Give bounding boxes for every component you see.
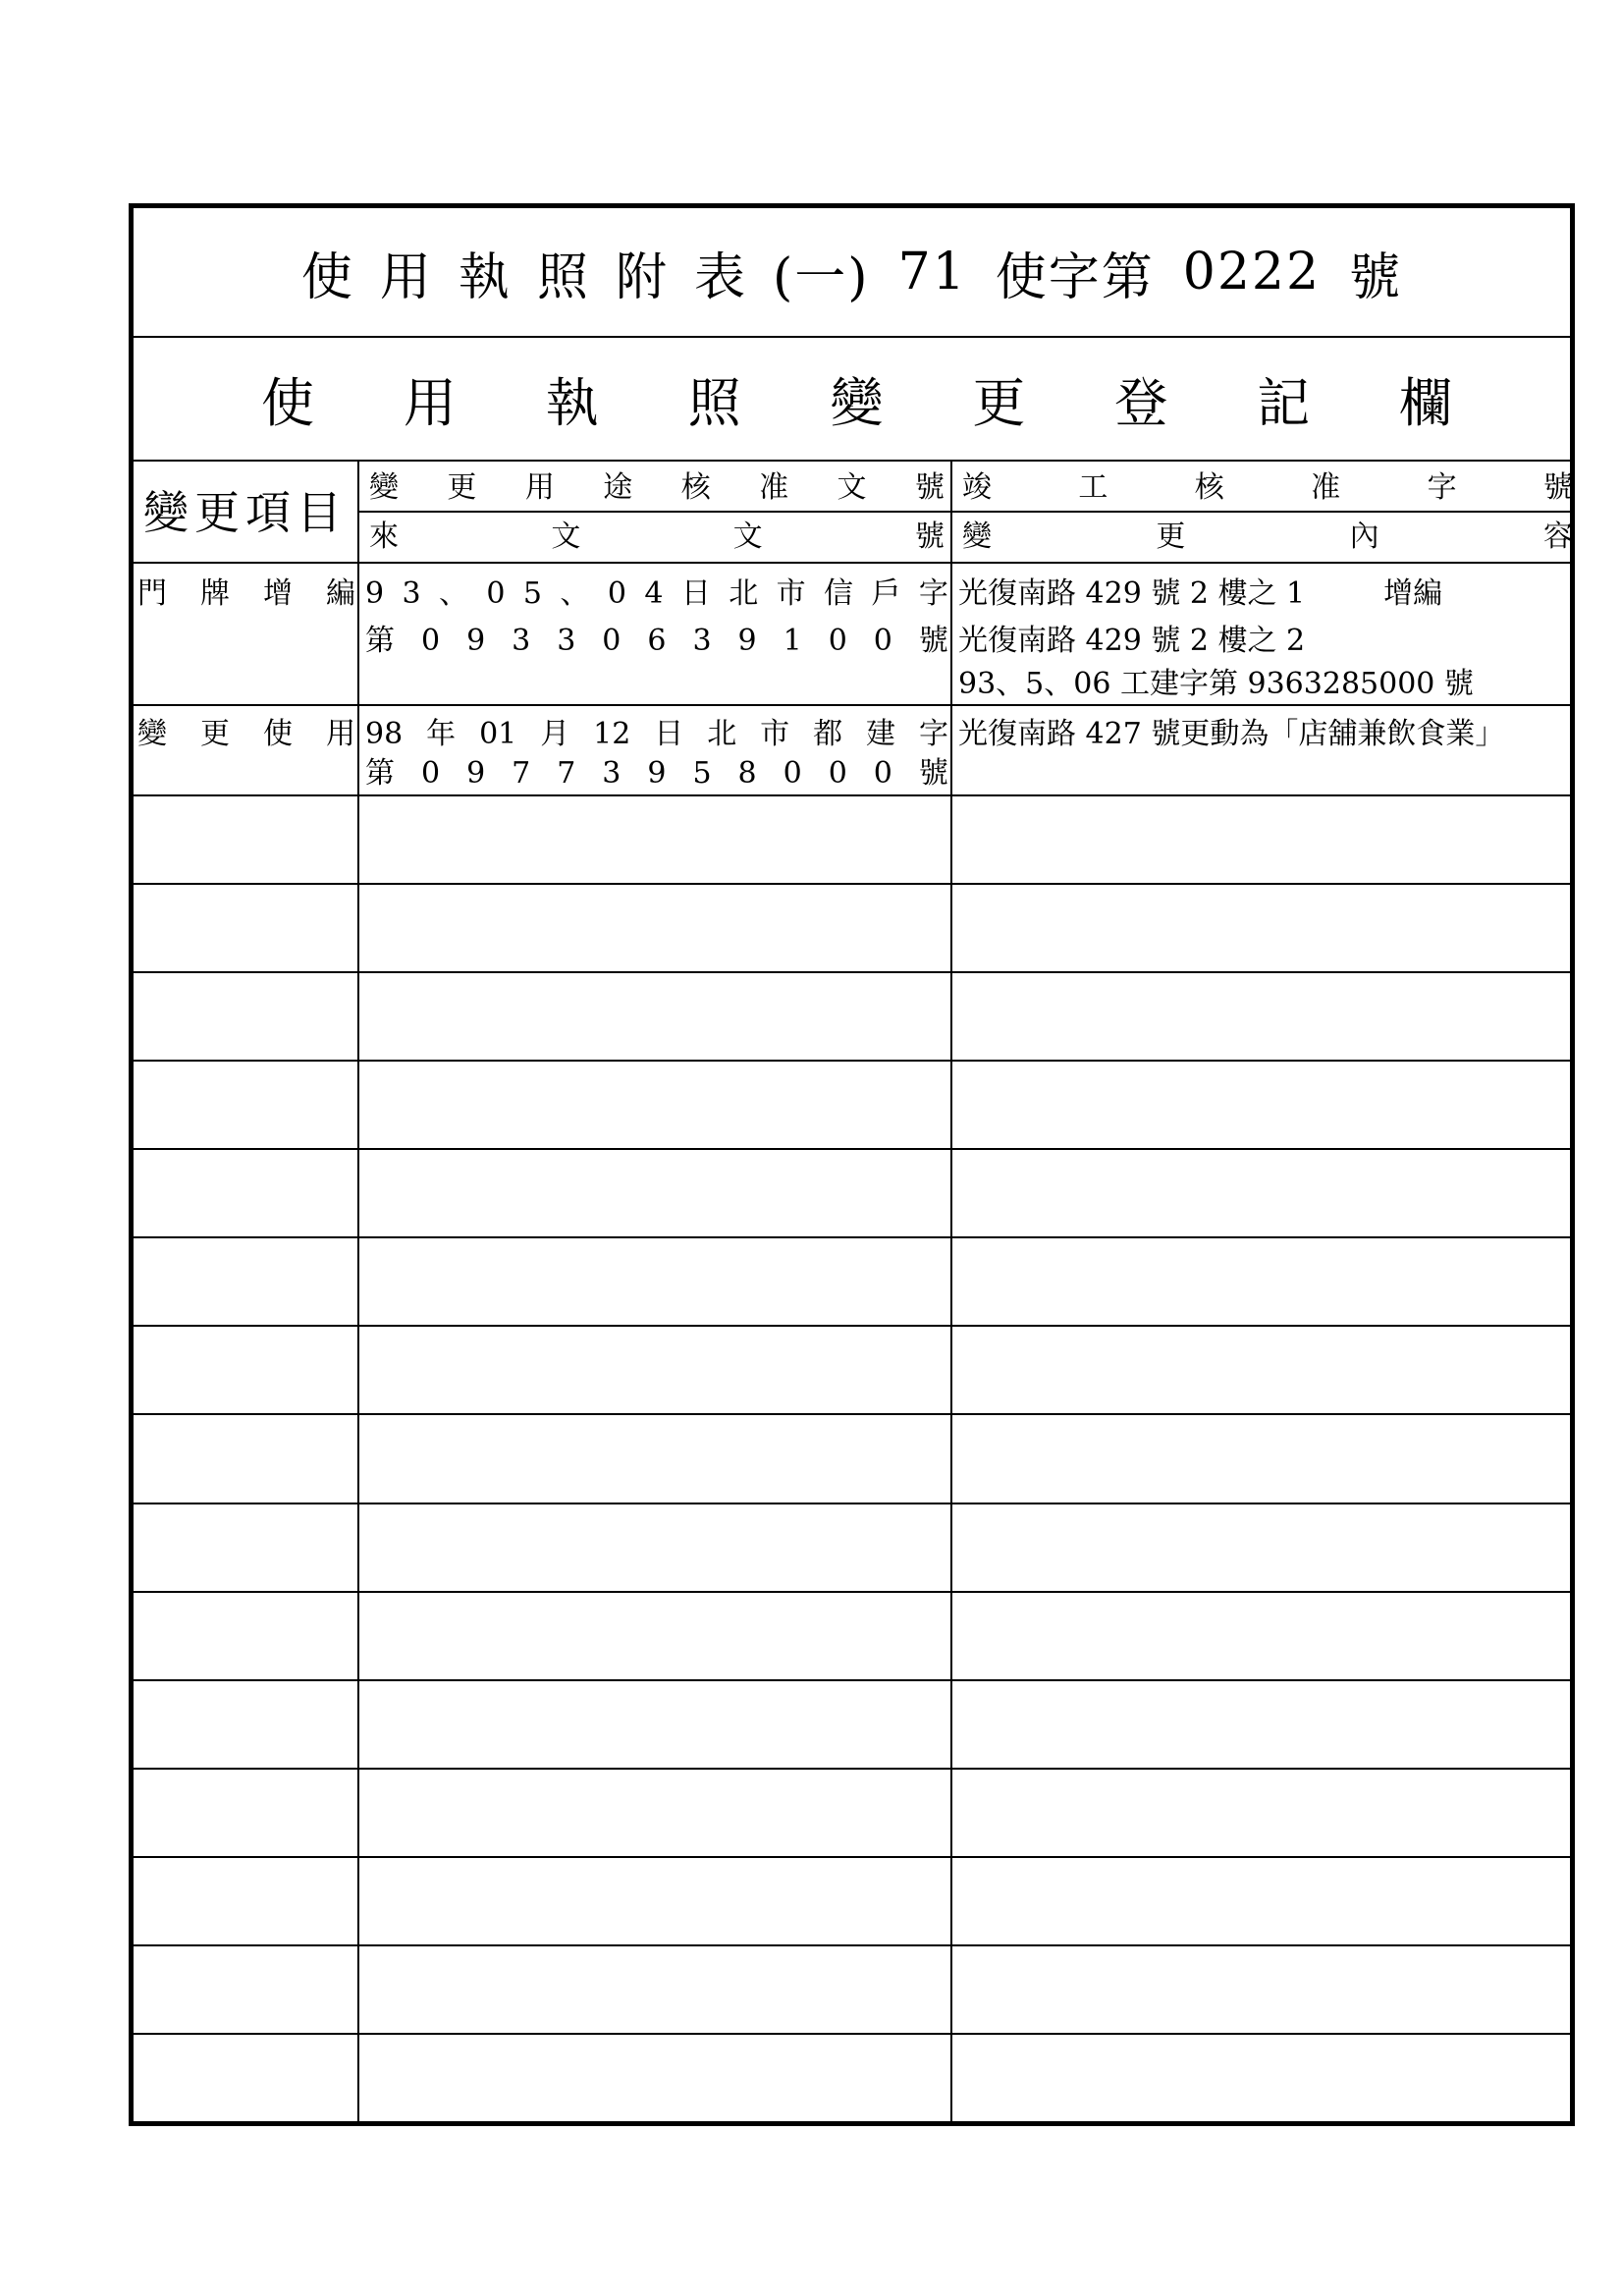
- approval-doc-char-2: 用: [524, 470, 555, 505]
- r2-doc2-char-12: 號: [918, 756, 948, 791]
- r2-doc2-char-9: 0: [783, 756, 802, 791]
- subtitle-char-2: 執: [545, 371, 599, 434]
- r2-item-char-0: 變: [137, 717, 167, 751]
- completion-char-2: 核: [1194, 470, 1224, 505]
- subtitle-char-3: 照: [687, 371, 741, 434]
- r2-doc1-char-5: 日: [654, 717, 684, 751]
- content-line-suffix: 增編: [1383, 576, 1443, 611]
- r1-item-char-2: 增: [263, 576, 293, 611]
- completion-char-0: 竣: [962, 470, 992, 505]
- subtitle-char-5: 更: [972, 371, 1026, 434]
- empty-row-divider: [134, 971, 1570, 973]
- r1-doc1-char-8: 日: [680, 576, 711, 611]
- r2-doc2-char-8: 8: [737, 756, 757, 791]
- r2-doc1-char-1: 年: [426, 717, 457, 751]
- completion-char-5: 號: [1542, 470, 1573, 505]
- r2-item-char-3: 用: [326, 717, 355, 751]
- r1-doc2-char-11: 0: [873, 624, 892, 658]
- subtitle-char-4: 變: [830, 371, 884, 434]
- header-approval-doc-no: [363, 465, 948, 511]
- row2-item: [137, 717, 355, 751]
- completion-char-1: 工: [1078, 470, 1108, 505]
- r1-doc1-char-10: 市: [776, 576, 806, 611]
- approval-doc-char-0: 變: [369, 470, 399, 505]
- r1-doc1-char-11: 信: [824, 576, 854, 611]
- approval-doc-char-1: 更: [447, 470, 477, 505]
- content-line-text: 光復南路 429 號 2 樓之 1: [958, 576, 1306, 611]
- row2-bottom: [134, 794, 1570, 796]
- content-line-text: 光復南路 429 號 2 樓之 2: [958, 624, 1306, 658]
- r1-doc2-char-5: 0: [602, 624, 621, 658]
- column-divider-content: [950, 460, 952, 2121]
- subtitle-char-8: 欄: [1399, 371, 1452, 434]
- r1-doc1-char-0: 9: [365, 576, 385, 611]
- approval-doc-char-5: 准: [759, 470, 789, 505]
- r2-doc2-char-6: 9: [647, 756, 667, 791]
- empty-row-divider: [134, 1679, 1570, 1681]
- r1-doc1-char-1: 3: [402, 576, 421, 611]
- header-change-item: 變更項目: [143, 486, 348, 539]
- empty-row-divider: [134, 883, 1570, 885]
- r1-doc1-char-7: 4: [644, 576, 664, 611]
- r1-item-char-1: 牌: [200, 576, 230, 611]
- approval-doc-char-7: 號: [914, 470, 945, 505]
- empty-row-divider: [134, 1768, 1570, 1770]
- header-change-content: [956, 515, 1575, 560]
- approval-doc-char-6: 文: [837, 470, 867, 505]
- content-char-0: 變: [962, 519, 992, 554]
- title-part-0: 使: [300, 247, 354, 307]
- row1-doc-line2: [365, 624, 948, 658]
- header-inner-divider: [359, 511, 1570, 513]
- empty-row-divider: [134, 1944, 1570, 1946]
- empty-row-divider: [134, 1503, 1570, 1504]
- r1-doc2-char-1: 0: [420, 624, 441, 658]
- r2-doc1-char-3: 月: [540, 717, 570, 751]
- r2-doc1-char-6: 北: [707, 717, 737, 751]
- r1-doc1-char-3: 0: [486, 576, 506, 611]
- completion-char-4: 字: [1427, 470, 1457, 505]
- r1-doc2-char-12: 號: [918, 624, 948, 658]
- incoming-doc-char-0: 來: [369, 519, 399, 554]
- row1-doc-line1: [365, 576, 948, 611]
- r2-doc1-char-9: 建: [866, 717, 895, 751]
- form-title: [134, 208, 1570, 336]
- subtitle-char-1: 用: [403, 371, 457, 434]
- r1-doc1-char-2: 、: [439, 576, 468, 611]
- title-part-6: (一): [772, 247, 870, 307]
- r1-doc2-char-4: 3: [557, 624, 576, 658]
- content-char-2: 內: [1349, 519, 1379, 554]
- content-char-1: 更: [1156, 519, 1186, 554]
- approval-doc-char-3: 途: [603, 470, 633, 505]
- r1-item-char-0: 門: [137, 576, 167, 611]
- row1-content-line-2: [958, 667, 1575, 701]
- row1-content-line-1: [958, 624, 1575, 658]
- title-part-10: 號: [1349, 247, 1403, 307]
- title-part-2: 執: [458, 247, 512, 307]
- content-char-3: 容: [1542, 519, 1573, 554]
- subtitle-char-7: 記: [1257, 371, 1311, 434]
- column-divider-item: [357, 460, 359, 2121]
- r1-doc2-char-3: 3: [512, 624, 531, 658]
- completion-char-3: 准: [1311, 470, 1341, 505]
- empty-row-divider: [134, 2033, 1570, 2035]
- usage-permit-change-form: [129, 203, 1575, 2126]
- title-part-4: 附: [615, 247, 669, 307]
- content-line-text: 光復南路 427 號更動為「店舖兼飲食業」: [958, 717, 1505, 751]
- header-incoming-doc-no: [363, 515, 948, 560]
- r1-doc1-char-12: 戶: [871, 576, 901, 611]
- incoming-doc-char-3: 號: [914, 519, 945, 554]
- row1-bottom: [134, 704, 1570, 706]
- row2-doc-line2: [365, 756, 948, 791]
- r2-doc2-char-10: 0: [828, 756, 847, 791]
- r2-doc1-char-2: 01: [479, 717, 517, 751]
- approval-doc-char-4: 核: [680, 470, 711, 505]
- r2-doc2-char-3: 7: [512, 756, 531, 791]
- r2-item-char-1: 更: [200, 717, 230, 751]
- r1-doc2-char-8: 9: [737, 624, 757, 658]
- r2-item-char-2: 使: [263, 717, 293, 751]
- content-line-text: 93、5、06 工建字第 9363285000 號: [958, 667, 1474, 701]
- title-part-3: 照: [536, 247, 590, 307]
- r1-item-char-3: 編: [326, 576, 355, 611]
- r1-doc2-char-7: 3: [692, 624, 712, 658]
- subtitle-char-6: 登: [1114, 371, 1168, 434]
- r2-doc1-char-10: 字: [918, 717, 948, 751]
- empty-row-divider: [134, 1148, 1570, 1150]
- r1-doc1-char-6: 0: [607, 576, 626, 611]
- empty-row-divider: [134, 1856, 1570, 1858]
- row1-content-line-0: [958, 576, 1575, 611]
- r1-doc2-char-2: 9: [466, 624, 486, 658]
- r2-doc1-char-7: 市: [760, 717, 790, 751]
- r2-doc2-char-0: 第: [365, 756, 395, 791]
- r1-doc2-char-0: 第: [365, 624, 395, 658]
- r1-doc1-char-13: 字: [918, 576, 948, 611]
- header-bottom-divider: [134, 562, 1570, 564]
- r2-doc2-char-11: 0: [873, 756, 892, 791]
- r2-doc2-char-5: 3: [602, 756, 621, 791]
- empty-row-divider: [134, 1591, 1570, 1593]
- title-part-7: 71: [897, 243, 967, 301]
- row2-content-line-0: [958, 717, 1575, 751]
- r2-doc1-char-4: 12: [593, 717, 631, 751]
- r1-doc2-char-9: 1: [783, 624, 802, 658]
- r1-doc1-char-9: 北: [729, 576, 759, 611]
- title-part-9: 0222: [1182, 243, 1322, 301]
- empty-row-divider: [134, 1325, 1570, 1327]
- r2-doc2-char-7: 5: [692, 756, 712, 791]
- empty-row-divider: [134, 1060, 1570, 1062]
- empty-row-divider: [134, 1413, 1570, 1415]
- title-part-8: 使字第: [995, 247, 1155, 307]
- empty-row-divider: [134, 1236, 1570, 1238]
- r1-doc2-char-10: 0: [828, 624, 847, 658]
- header-completion-approval-no: [956, 465, 1575, 511]
- r2-doc2-char-4: 7: [557, 756, 576, 791]
- row1-item: [137, 576, 355, 611]
- r2-doc2-char-1: 0: [420, 756, 441, 791]
- r2-doc1-char-8: 都: [813, 717, 843, 751]
- r1-doc2-char-6: 6: [647, 624, 667, 658]
- r2-doc1-char-0: 98: [365, 717, 404, 751]
- row2-doc-line1: [365, 717, 948, 751]
- title-part-5: 表: [693, 247, 747, 307]
- r2-doc2-char-2: 9: [466, 756, 486, 791]
- subtitle-char-0: 使: [261, 371, 314, 434]
- title-part-1: 用: [379, 247, 433, 307]
- r1-doc1-char-4: 5: [522, 576, 542, 611]
- r1-doc1-char-5: 、: [560, 576, 590, 611]
- form-subtitle: [134, 338, 1570, 460]
- incoming-doc-char-1: 文: [551, 519, 581, 554]
- incoming-doc-char-2: 文: [732, 519, 763, 554]
